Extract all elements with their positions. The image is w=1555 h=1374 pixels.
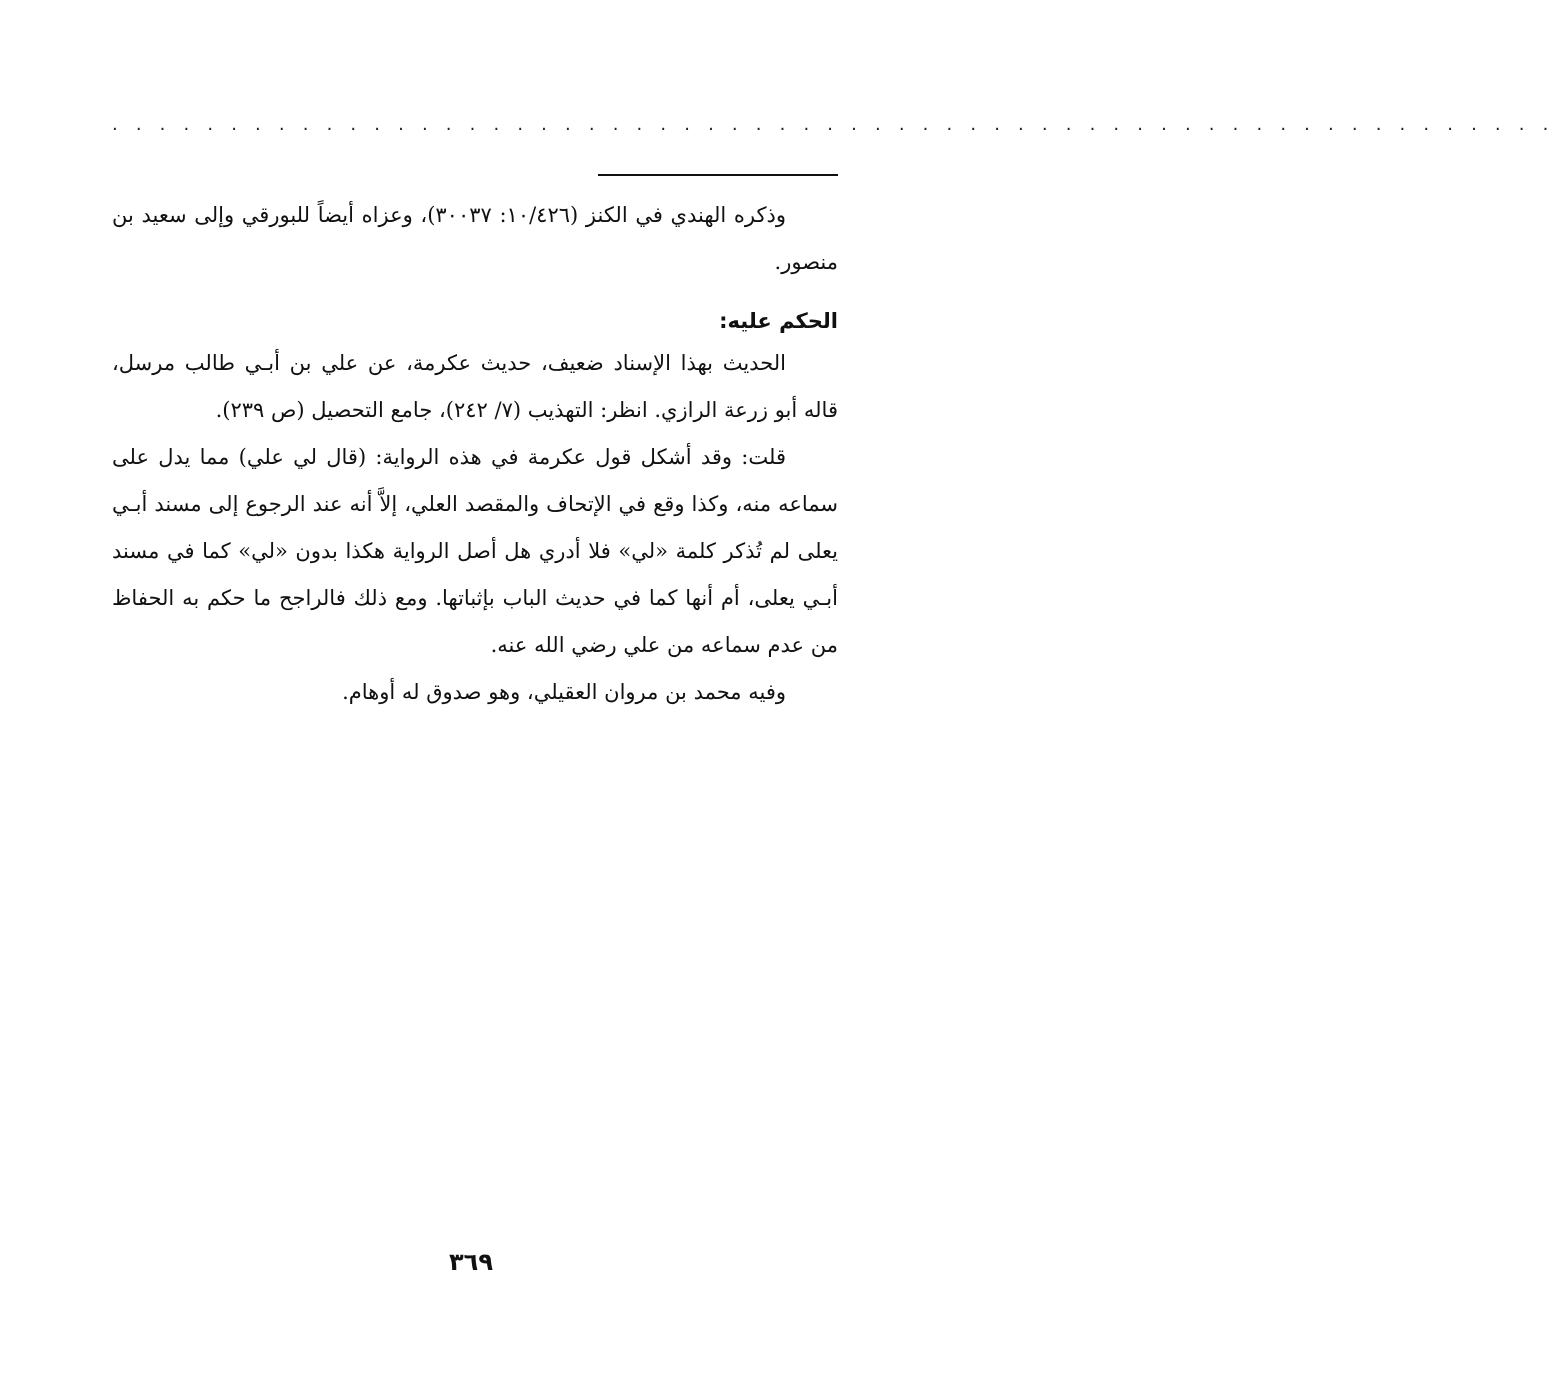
page-number: ٣٦٩ bbox=[449, 1248, 493, 1276]
footnote bbox=[112, 192, 838, 286]
paragraph-narrator: وفيه محمد بن مروان العقيلي، وهو صدوق له أوهام. bbox=[342, 680, 786, 704]
dotted-separator: . . . . . . . . . . . . . . . . . . . . . . . . . . . . . . . . . . . . . . . . . . . . . . . . . . . . . . . . . . . . . bbox=[112, 114, 1555, 135]
footnote-text: وذكره الهندي في الكنز (١٠/٤٢٦: ٣٠٠٣٧)، وعزاه أيضاً للبورقي وإلى سعيد بن منصور. bbox=[112, 203, 838, 274]
section-heading: الحكم عليه: bbox=[719, 309, 838, 333]
footnote-divider bbox=[598, 174, 838, 176]
ruling-body bbox=[112, 340, 838, 716]
paragraph-isnad: الحديث بهذا الإسناد ضعيف، حديث عكرمة، عن علي بن أبـي طالب مرسل، قاله أبو زرعة الرازي. انظر: التهذيب (٧/ ٢٤٢)، جامع التحصيل (ص ٢٣٩). bbox=[112, 351, 838, 422]
paragraph-comment: قلت: وقد أشكل قول عكرمة في هذه الرواية: (قال لي علي) مما يدل على سماعه منه، وكذا وقع في الإتحاف والمقصد العلي، إلاَّ أنه عند الرجوع إلى مسند أبـي يعلى لم تُذكر كلمة «لي» فلا أدري هل أصل الرواية هكذا بدون «لي» كما في مسند أبـي يعلى، أم أنها كما في حديث الباب بإثباتها. ومع ذلك فالراجح ما حكم به الحفاظ من عدم سماعه من علي رضي الله عنه. bbox=[112, 445, 838, 657]
